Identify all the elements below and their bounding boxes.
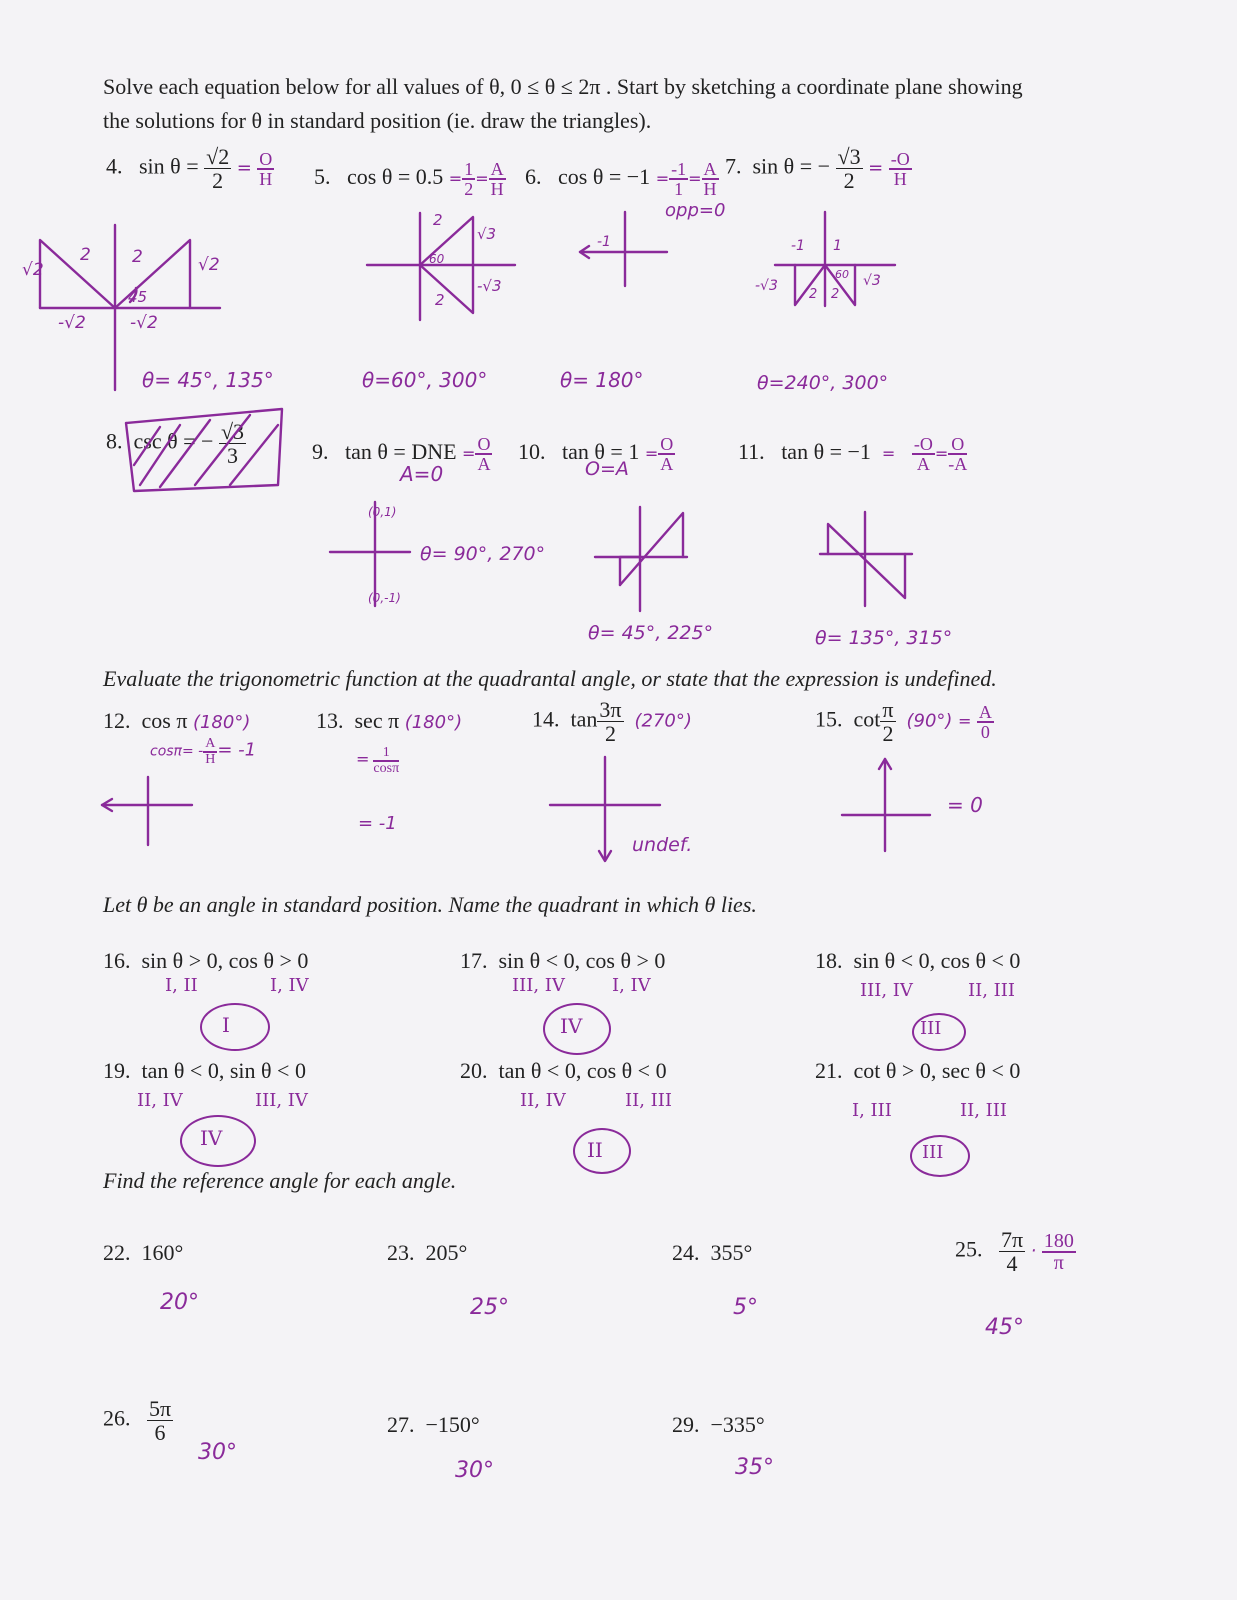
answer-10: θ= 45°, 225° — [588, 622, 714, 644]
handwritten-text: cosπ= - — [150, 743, 204, 760]
problem-number: 29. — [672, 1412, 700, 1437]
section-heading-quadrant: Let θ be an angle in standard position. Name the quadrant in which θ lies. — [103, 892, 757, 917]
problem-number: 25. — [955, 1236, 983, 1262]
answer-25: 45° — [985, 1315, 1024, 1340]
answer-19: IV — [200, 1126, 223, 1150]
section-heading-reference: Find the reference angle for each angle. — [103, 1168, 457, 1193]
diagonal-and-triangle-q1 — [620, 513, 683, 585]
problem-number: 5. — [314, 164, 331, 190]
fraction-numerator: 3π — [599, 697, 622, 722]
handwritten-quadrants: II, III — [960, 1100, 1007, 1121]
label: 2 — [80, 245, 91, 265]
problem-4: 4. sin θ = $\frac{√2}{2}$ = $\frac{O}{H}$ — [106, 144, 273, 194]
answer-18: III — [920, 1018, 942, 1039]
problem-number: 18. — [815, 948, 843, 973]
expression: tan θ < 0, cos θ < 0 — [498, 1058, 667, 1083]
expression: 205° — [425, 1240, 468, 1265]
problem-18 — [815, 948, 1020, 974]
problem-26 — [103, 1397, 173, 1444]
answer-17: IV — [560, 1014, 583, 1038]
label: -1 — [597, 234, 611, 250]
fraction-denominator: A — [916, 454, 930, 474]
fraction-numerator: A — [490, 159, 504, 179]
problem-number: 15. — [815, 706, 843, 732]
problem-number: 10. — [518, 439, 546, 465]
handwritten-quadrants: II, IV — [137, 1090, 183, 1111]
label: √2 — [198, 255, 220, 275]
problem-11: 11. tan θ = −1 = $\frac{-O}{A}$ = $\frac{O}{-A}$ — [738, 434, 968, 474]
problem-number: 16. — [103, 948, 131, 973]
label: 2 — [831, 287, 840, 302]
problem-number: 7. — [725, 153, 742, 179]
answer-7: θ=240°, 300° — [757, 372, 889, 394]
expression: 160° — [141, 1240, 184, 1265]
problem-21 — [815, 1058, 1020, 1084]
fraction-numerator: O — [948, 435, 967, 455]
expression: tan θ < 0, sin θ < 0 — [141, 1058, 306, 1083]
handwritten-fraction — [462, 160, 475, 198]
answer-circle — [200, 1003, 270, 1051]
problem-5: 5. cos θ = 0.5 = $\frac{1}{2}$ = $\frac{A}{H}$ — [314, 159, 504, 199]
handwritten-result-15: = 0 — [947, 793, 983, 817]
expression: sin θ > 0, cos θ > 0 — [141, 948, 309, 973]
equation-lhs: cos θ = 0.5 — [347, 164, 444, 190]
answer-21: III — [922, 1142, 944, 1163]
problem-14 — [532, 698, 692, 745]
answer-5: θ=60°, 300° — [362, 368, 488, 392]
equation-lhs: cos θ = −1 — [558, 164, 651, 190]
fraction-numerator: O — [660, 434, 674, 454]
handwritten-result-13: = -1 — [358, 813, 397, 834]
problem-29 — [672, 1412, 765, 1438]
fraction-denominator: 0 — [980, 721, 990, 742]
answer-9: θ= 90°, 270° — [420, 543, 546, 565]
problem-number: 13. — [316, 708, 344, 733]
fraction — [836, 145, 863, 192]
equation-lhs: sin θ = — [139, 153, 199, 179]
handwritten-fraction — [889, 150, 912, 188]
sketch-problem-5 — [365, 205, 525, 325]
handwritten-fraction — [475, 435, 492, 473]
fraction-denominator: -A — [948, 454, 968, 474]
handwritten-fraction — [912, 435, 935, 473]
instructions-line-1: Solve each equation below for all values of θ, 0 ≤ θ ≤ 2π . Start by sketching a coordinate plane showing — [103, 74, 1023, 99]
fraction — [597, 698, 623, 745]
expression: sec π — [354, 708, 400, 733]
fraction-numerator: A — [205, 736, 216, 751]
fraction-numerator: 5π — [149, 1396, 172, 1421]
problem-number: 4. — [106, 153, 123, 179]
expression: cot θ > 0, sec θ < 0 — [853, 1058, 1021, 1083]
problem-22 — [103, 1240, 183, 1266]
expression: sin θ < 0, cos θ > 0 — [498, 948, 666, 973]
handwritten-fraction — [658, 435, 675, 473]
fraction-denominator: H — [703, 179, 717, 199]
handwritten-degrees: (180°) — [192, 712, 251, 733]
problem-13 — [316, 708, 462, 734]
handwritten-result-14: undef. — [632, 834, 693, 856]
problem-10: 10. tan θ = 1 = $\frac{O}{A}$ — [518, 434, 674, 474]
label: 1 — [833, 238, 842, 254]
handwritten-work-13: = $\frac{1}{\cos\pi}$ — [356, 745, 400, 776]
handwritten-degrees: (180°) — [404, 712, 463, 733]
answer-16: I — [222, 1013, 230, 1037]
sketch-problem-10 — [595, 505, 695, 615]
handwritten-fraction — [977, 703, 994, 741]
answer-20: II — [587, 1138, 603, 1162]
fraction-denominator: H — [259, 168, 273, 189]
problem-24 — [672, 1240, 752, 1266]
problem-12 — [103, 708, 250, 734]
handwritten-quadrants: III, IV — [512, 975, 565, 996]
problem-9: 9. tan θ = DNE = $\frac{O}{A}$ — [312, 434, 491, 474]
handwritten-note: opp=0 — [665, 200, 726, 221]
sketch-problem-6 — [575, 210, 675, 290]
fraction-denominator: 2 — [464, 179, 474, 199]
handwritten-quadrants: II, IV — [520, 1090, 566, 1111]
problem-number: 27. — [387, 1412, 415, 1437]
fraction-numerator: -1 — [671, 159, 687, 179]
problem-number: 12. — [103, 708, 131, 733]
problem-16 — [103, 948, 308, 974]
fraction-numerator: -O — [913, 434, 933, 454]
label: √2 — [22, 260, 44, 280]
answer-24: 5° — [733, 1295, 758, 1320]
crossed-out-box — [120, 405, 290, 495]
handwritten-degrees: (90°) — [906, 710, 953, 732]
expression: −335° — [710, 1412, 765, 1437]
label: 2 — [132, 247, 143, 267]
triangles-q2-q4 — [828, 524, 905, 598]
fraction-numerator: -O — [890, 148, 910, 169]
fraction-denominator: 3 — [226, 443, 238, 469]
label: 2 — [433, 211, 443, 229]
sketch-problem-15 — [840, 755, 940, 855]
triangle-q1 — [115, 240, 190, 308]
fraction-numerator: π — [882, 697, 894, 722]
handwritten-result: = -1 — [217, 739, 257, 761]
equation-lhs: sin θ = − — [752, 153, 831, 179]
expression: tan — [570, 706, 598, 732]
instructions-line-2: the solutions for θ in standard position (ie. draw the triangles). — [103, 108, 652, 133]
fraction-numerator: √2 — [206, 144, 230, 169]
label: (0,-1) — [368, 591, 401, 605]
handwritten-quadrants: II, III — [625, 1090, 672, 1111]
handwritten-quadrants: I, IV — [612, 975, 651, 996]
fraction — [999, 1228, 1025, 1275]
sketch-problem-11 — [820, 510, 920, 610]
fraction-numerator: 1 — [464, 159, 474, 179]
sketch-problem-7 — [755, 210, 915, 310]
fraction-denominator: 2 — [882, 721, 894, 747]
fraction-denominator: 4 — [1006, 1251, 1018, 1277]
problem-27 — [387, 1412, 480, 1438]
fraction-denominator: 6 — [154, 1420, 166, 1446]
label: (0,1) — [368, 505, 397, 519]
answer-27: 30° — [455, 1458, 494, 1483]
fraction-numerator: A — [978, 701, 992, 722]
answer-29: 35° — [735, 1455, 774, 1480]
handwritten-quadrants: II, III — [968, 980, 1015, 1001]
fraction-denominator: 2 — [843, 168, 855, 194]
fraction-numerator: 1 — [373, 746, 399, 762]
fraction-numerator: 180 — [1043, 1229, 1074, 1252]
handwritten-fraction — [948, 435, 967, 473]
problem-number: 11. — [738, 439, 765, 465]
problem-6: 6. cos θ = −1 = $\frac{-1}{1}$ = $\frac{A}{H}$ — [525, 159, 717, 199]
label: -√2 — [58, 313, 86, 333]
fraction-numerator: √3 — [837, 144, 861, 169]
handwritten-fraction — [489, 160, 506, 198]
answer-22: 20° — [160, 1290, 199, 1315]
problem-number: 23. — [387, 1240, 415, 1265]
handwritten-fraction — [257, 150, 274, 188]
problem-number: 22. — [103, 1240, 131, 1265]
fraction-numerator: O — [477, 434, 491, 454]
fraction-numerator: 7π — [1001, 1227, 1024, 1252]
triangle-q2 — [40, 240, 115, 308]
answer-26: 30° — [198, 1440, 237, 1465]
problem-number: 6. — [525, 164, 542, 190]
label: 2 — [435, 291, 445, 309]
fraction-denominator: 1 — [674, 179, 684, 199]
problem-number: 26. — [103, 1405, 131, 1431]
answer-6: θ= 180° — [560, 368, 644, 392]
answer-4: θ= 45°, 135° — [142, 368, 274, 392]
fraction-denominator: 2 — [212, 168, 224, 194]
equation-lhs: tan θ = 1 — [562, 439, 640, 465]
problem-25: 25. $\frac{7\pi}{4}$ · $\frac{180}{\pi}$ — [955, 1227, 1074, 1277]
problem-number: 14. — [532, 706, 560, 732]
fraction-denominator: H — [490, 179, 504, 199]
problem-19 — [103, 1058, 306, 1084]
handwritten-quadrants: III, IV — [255, 1090, 308, 1111]
handwritten-quadrants: III, IV — [860, 980, 913, 1001]
label: 2 — [809, 287, 818, 302]
sketch-problem-12 — [100, 775, 200, 850]
problem-number: 8. — [106, 428, 123, 454]
problem-number: 19. — [103, 1058, 131, 1083]
answer-23: 25° — [470, 1295, 509, 1320]
problem-number: 24. — [672, 1240, 700, 1265]
handwritten-quadrants: I, II — [165, 975, 198, 996]
equation-lhs: tan θ = DNE — [345, 439, 457, 465]
fraction-numerator: O — [259, 148, 273, 169]
label: √3 — [477, 225, 497, 243]
handwritten-note: O=A — [585, 458, 629, 480]
handwritten-quadrants: I, III — [852, 1100, 892, 1121]
label: 60 — [429, 252, 445, 266]
problem-15: 15. cot $\frac{\pi}{2}$ (90°) = $\frac{A}{0}$ — [815, 697, 992, 747]
problem-number: 9. — [312, 439, 329, 465]
expression: −150° — [425, 1412, 480, 1437]
label: -1 — [791, 238, 805, 254]
handwritten-fraction — [669, 160, 688, 198]
fraction-denominator: H — [893, 168, 907, 189]
problem-number: 21. — [815, 1058, 843, 1083]
label: √3 — [863, 273, 881, 289]
fraction-numerator: A — [703, 159, 717, 179]
handwritten-work-12 — [150, 737, 256, 767]
problem-17 — [460, 948, 665, 974]
equation-lhs: csc θ = − — [133, 428, 214, 454]
expression: cot — [853, 706, 881, 732]
problem-number: 17. — [460, 948, 488, 973]
fraction-denominator: cosπ — [373, 761, 400, 776]
expression: cos π — [141, 708, 188, 733]
handwritten-fraction — [373, 746, 399, 776]
fraction-denominator: π — [1053, 1251, 1064, 1274]
problem-7: 7. sin θ = − $\frac{√3}{2}$ = $\frac{-O}{H}$ — [725, 144, 910, 194]
section-heading-evaluate: Evaluate the trigonometric function at the quadrantal angle, or state that the expression is undefined. — [103, 666, 997, 691]
fraction-denominator: A — [477, 454, 491, 474]
label: 45 — [128, 288, 148, 306]
expression: sin θ < 0, cos θ < 0 — [853, 948, 1021, 973]
label: 60 — [835, 268, 849, 281]
problem-number: 20. — [460, 1058, 488, 1083]
fraction — [880, 698, 895, 745]
handwritten-degrees: (270°) — [634, 710, 692, 732]
equation-lhs: tan θ = −1 — [781, 439, 871, 465]
handwritten-note: A=0 — [400, 462, 444, 486]
problem-20 — [460, 1058, 667, 1084]
fraction-denominator: A — [660, 454, 674, 474]
label: -√3 — [755, 278, 778, 294]
handwritten-fraction — [203, 737, 217, 767]
fraction — [204, 145, 231, 192]
answer-11: θ= 135°, 315° — [815, 627, 953, 649]
fraction-denominator: H — [205, 752, 216, 767]
fraction-denominator: 2 — [604, 721, 616, 747]
fraction — [147, 1397, 173, 1444]
handwritten-quadrants: I, IV — [270, 975, 309, 996]
label: -√2 — [130, 313, 158, 333]
expression: 355° — [710, 1240, 753, 1265]
handwritten-fraction — [1042, 1231, 1076, 1273]
problem-23 — [387, 1240, 467, 1266]
fraction-numerator: √3 — [220, 419, 245, 444]
handwritten-fraction — [702, 160, 719, 198]
label: -√3 — [477, 277, 502, 295]
